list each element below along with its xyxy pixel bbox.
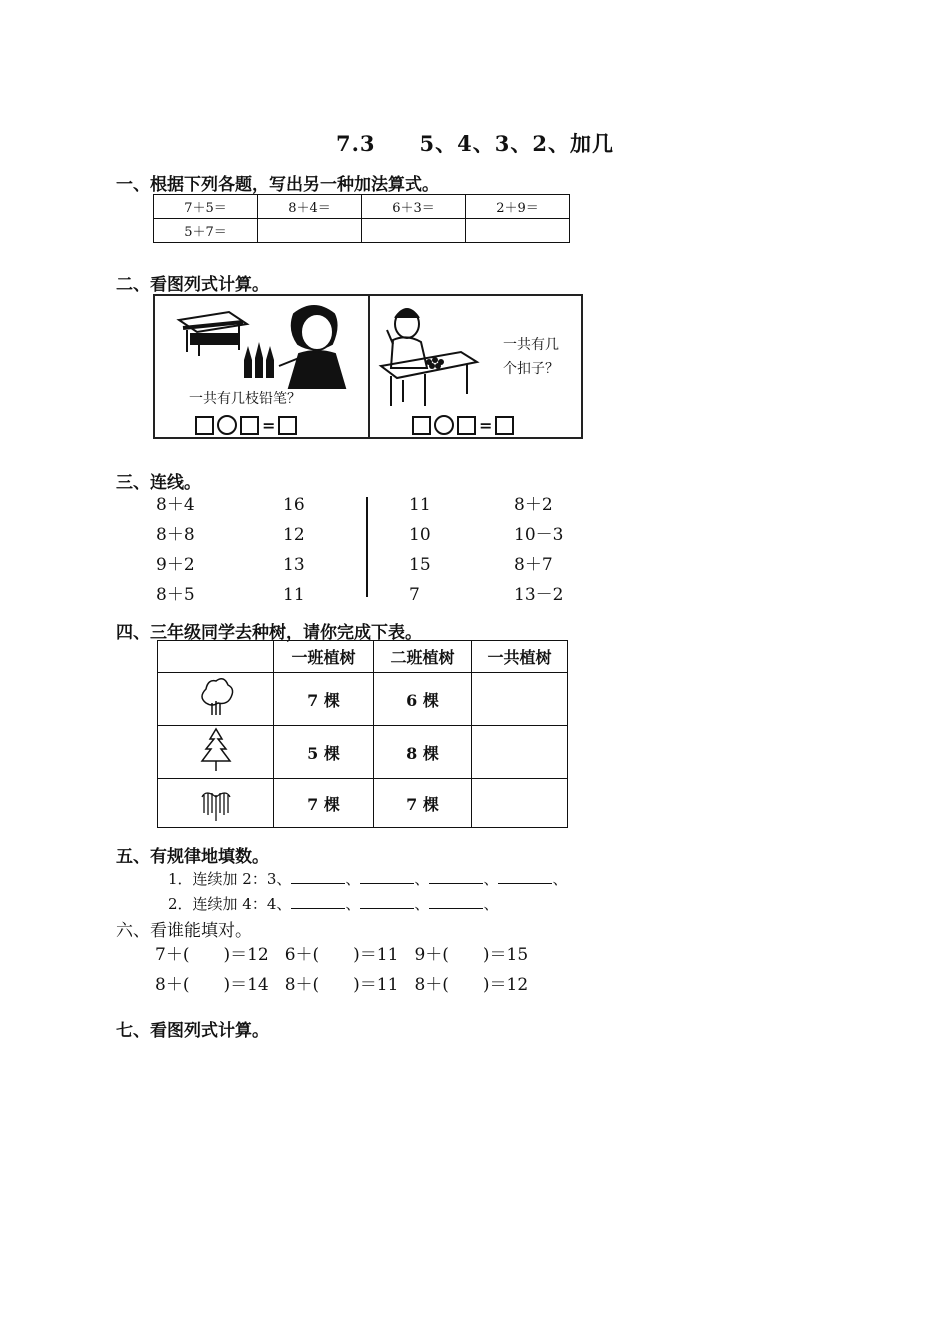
fill-equation[interactable]: 8＋( )＝11 — [284, 975, 399, 995]
answer-cell[interactable] — [472, 779, 568, 828]
operator-circle[interactable] — [217, 415, 237, 435]
answer-box[interactable] — [412, 416, 431, 435]
answer-cell[interactable] — [362, 219, 466, 243]
match-item[interactable]: 8＋8 — [156, 525, 195, 545]
answer-box[interactable] — [195, 416, 214, 435]
answer-box[interactable] — [495, 416, 514, 435]
left-expressions — [156, 490, 195, 610]
table-header — [158, 641, 274, 673]
table-cell: 6 棵 — [374, 673, 472, 726]
blank-field[interactable] — [291, 894, 345, 909]
button-boy-illustration — [377, 300, 497, 412]
match-item[interactable]: 13－2 — [514, 585, 564, 605]
sequence-line-1: 1．连续加 2：3、 、 、 、 、 — [168, 870, 568, 888]
answer-box[interactable] — [457, 416, 476, 435]
sequence-label: 1．连续加 2：3、 — [168, 870, 292, 888]
section-2-heading: 二、看图列式计算。 — [116, 275, 269, 295]
blank-field[interactable] — [291, 869, 345, 884]
match-item[interactable]: 8＋2 — [514, 495, 553, 515]
blank-field[interactable] — [429, 894, 483, 909]
equals-sign: = — [262, 415, 276, 435]
section-6-heading: 六、看谁能填对。 — [116, 921, 252, 941]
table-cell: 7 棵 — [274, 673, 374, 726]
answer-box[interactable] — [240, 416, 259, 435]
fill-equation[interactable]: 9＋( )＝15 — [414, 945, 529, 965]
tree-table — [157, 640, 568, 828]
pine-tree-icon — [158, 726, 274, 779]
answer-boxes-right — [412, 415, 514, 435]
operator-circle[interactable] — [434, 415, 454, 435]
match-item[interactable]: 9＋2 — [156, 555, 195, 575]
match-item[interactable]: 12 — [283, 525, 305, 545]
table-header: 一共植树 — [472, 641, 568, 673]
table-cell: 2＋9＝ — [466, 195, 570, 219]
matching-divider — [366, 497, 368, 597]
section-7-heading: 七、看图列式计算。 — [116, 1021, 269, 1041]
match-item[interactable]: 8＋7 — [514, 555, 553, 575]
equals-sign: = — [479, 415, 493, 435]
left-numbers — [283, 490, 305, 610]
equation-table — [153, 194, 570, 243]
match-item[interactable]: 10 — [409, 525, 431, 545]
fill-equation[interactable]: 6＋( )＝11 — [284, 945, 399, 965]
section-1-heading: 一、根据下列各题，写出另一种加法算式。 — [116, 175, 439, 195]
right-expressions — [514, 490, 563, 610]
table-cell: 7 棵 — [274, 779, 374, 828]
fill-equation[interactable]: 7＋( )＝12 — [155, 945, 269, 965]
section-3-heading: 三、连线。 — [116, 473, 201, 493]
pencil-girl-illustration — [169, 302, 369, 392]
table-row — [158, 673, 568, 726]
blank-field[interactable] — [429, 869, 483, 884]
sequence-line-2: 2．连续加 4：4、 、 、 、 — [168, 895, 499, 913]
right-numbers — [409, 490, 431, 610]
match-item[interactable]: 15 — [409, 555, 431, 575]
table-row — [158, 726, 568, 779]
table-row — [158, 779, 568, 828]
fill-equation[interactable]: 8＋( )＝12 — [414, 975, 529, 995]
page-title: 7.3 5、4、3、2、加几 — [336, 131, 614, 156]
answer-box[interactable] — [278, 416, 297, 435]
match-item[interactable]: 16 — [283, 495, 305, 515]
blank-field[interactable] — [360, 869, 414, 884]
match-item[interactable]: 7 — [409, 585, 420, 605]
table-cell: 5 棵 — [274, 726, 374, 779]
table-cell: 8 棵 — [374, 726, 472, 779]
table-header: 二班植树 — [374, 641, 472, 673]
blank-field[interactable] — [498, 869, 552, 884]
table-cell: 7 棵 — [374, 779, 472, 828]
equation-row-1 — [155, 940, 528, 965]
table-cell: 6＋3＝ — [362, 195, 466, 219]
answer-cell[interactable] — [466, 219, 570, 243]
match-item[interactable]: 11 — [409, 495, 431, 515]
sequence-label: 2．连续加 4：4、 — [168, 895, 292, 913]
section-5-heading: 五、有规律地填数。 — [116, 847, 269, 867]
round-tree-icon — [158, 673, 274, 726]
table-cell: 7＋5＝ — [154, 195, 258, 219]
match-item[interactable]: 8＋4 — [156, 495, 195, 515]
button-question-line2: 个扣子？ — [503, 361, 559, 377]
fill-equation[interactable]: 8＋( )＝14 — [155, 975, 269, 995]
answer-cell[interactable] — [258, 219, 362, 243]
table-header: 一班植树 — [274, 641, 374, 673]
answer-boxes-left — [195, 415, 297, 435]
match-item[interactable]: 13 — [283, 555, 305, 575]
section-4-heading: 四、三年级同学去种树，请你完成下表。 — [116, 623, 422, 643]
match-item[interactable]: 10－3 — [514, 525, 564, 545]
pencil-question: 一共有几枝铅笔？ — [189, 391, 301, 407]
button-question-line1: 一共有几 — [503, 337, 559, 353]
match-item[interactable]: 11 — [283, 585, 305, 605]
answer-cell[interactable] — [472, 726, 568, 779]
picture-panel — [153, 294, 583, 439]
table-cell: 8＋4＝ — [258, 195, 362, 219]
blank-field[interactable] — [360, 894, 414, 909]
match-item[interactable]: 8＋5 — [156, 585, 195, 605]
equation-row-2 — [155, 970, 528, 995]
table-cell: 5＋7＝ — [154, 219, 258, 243]
answer-cell[interactable] — [472, 673, 568, 726]
willow-tree-icon — [158, 779, 274, 828]
